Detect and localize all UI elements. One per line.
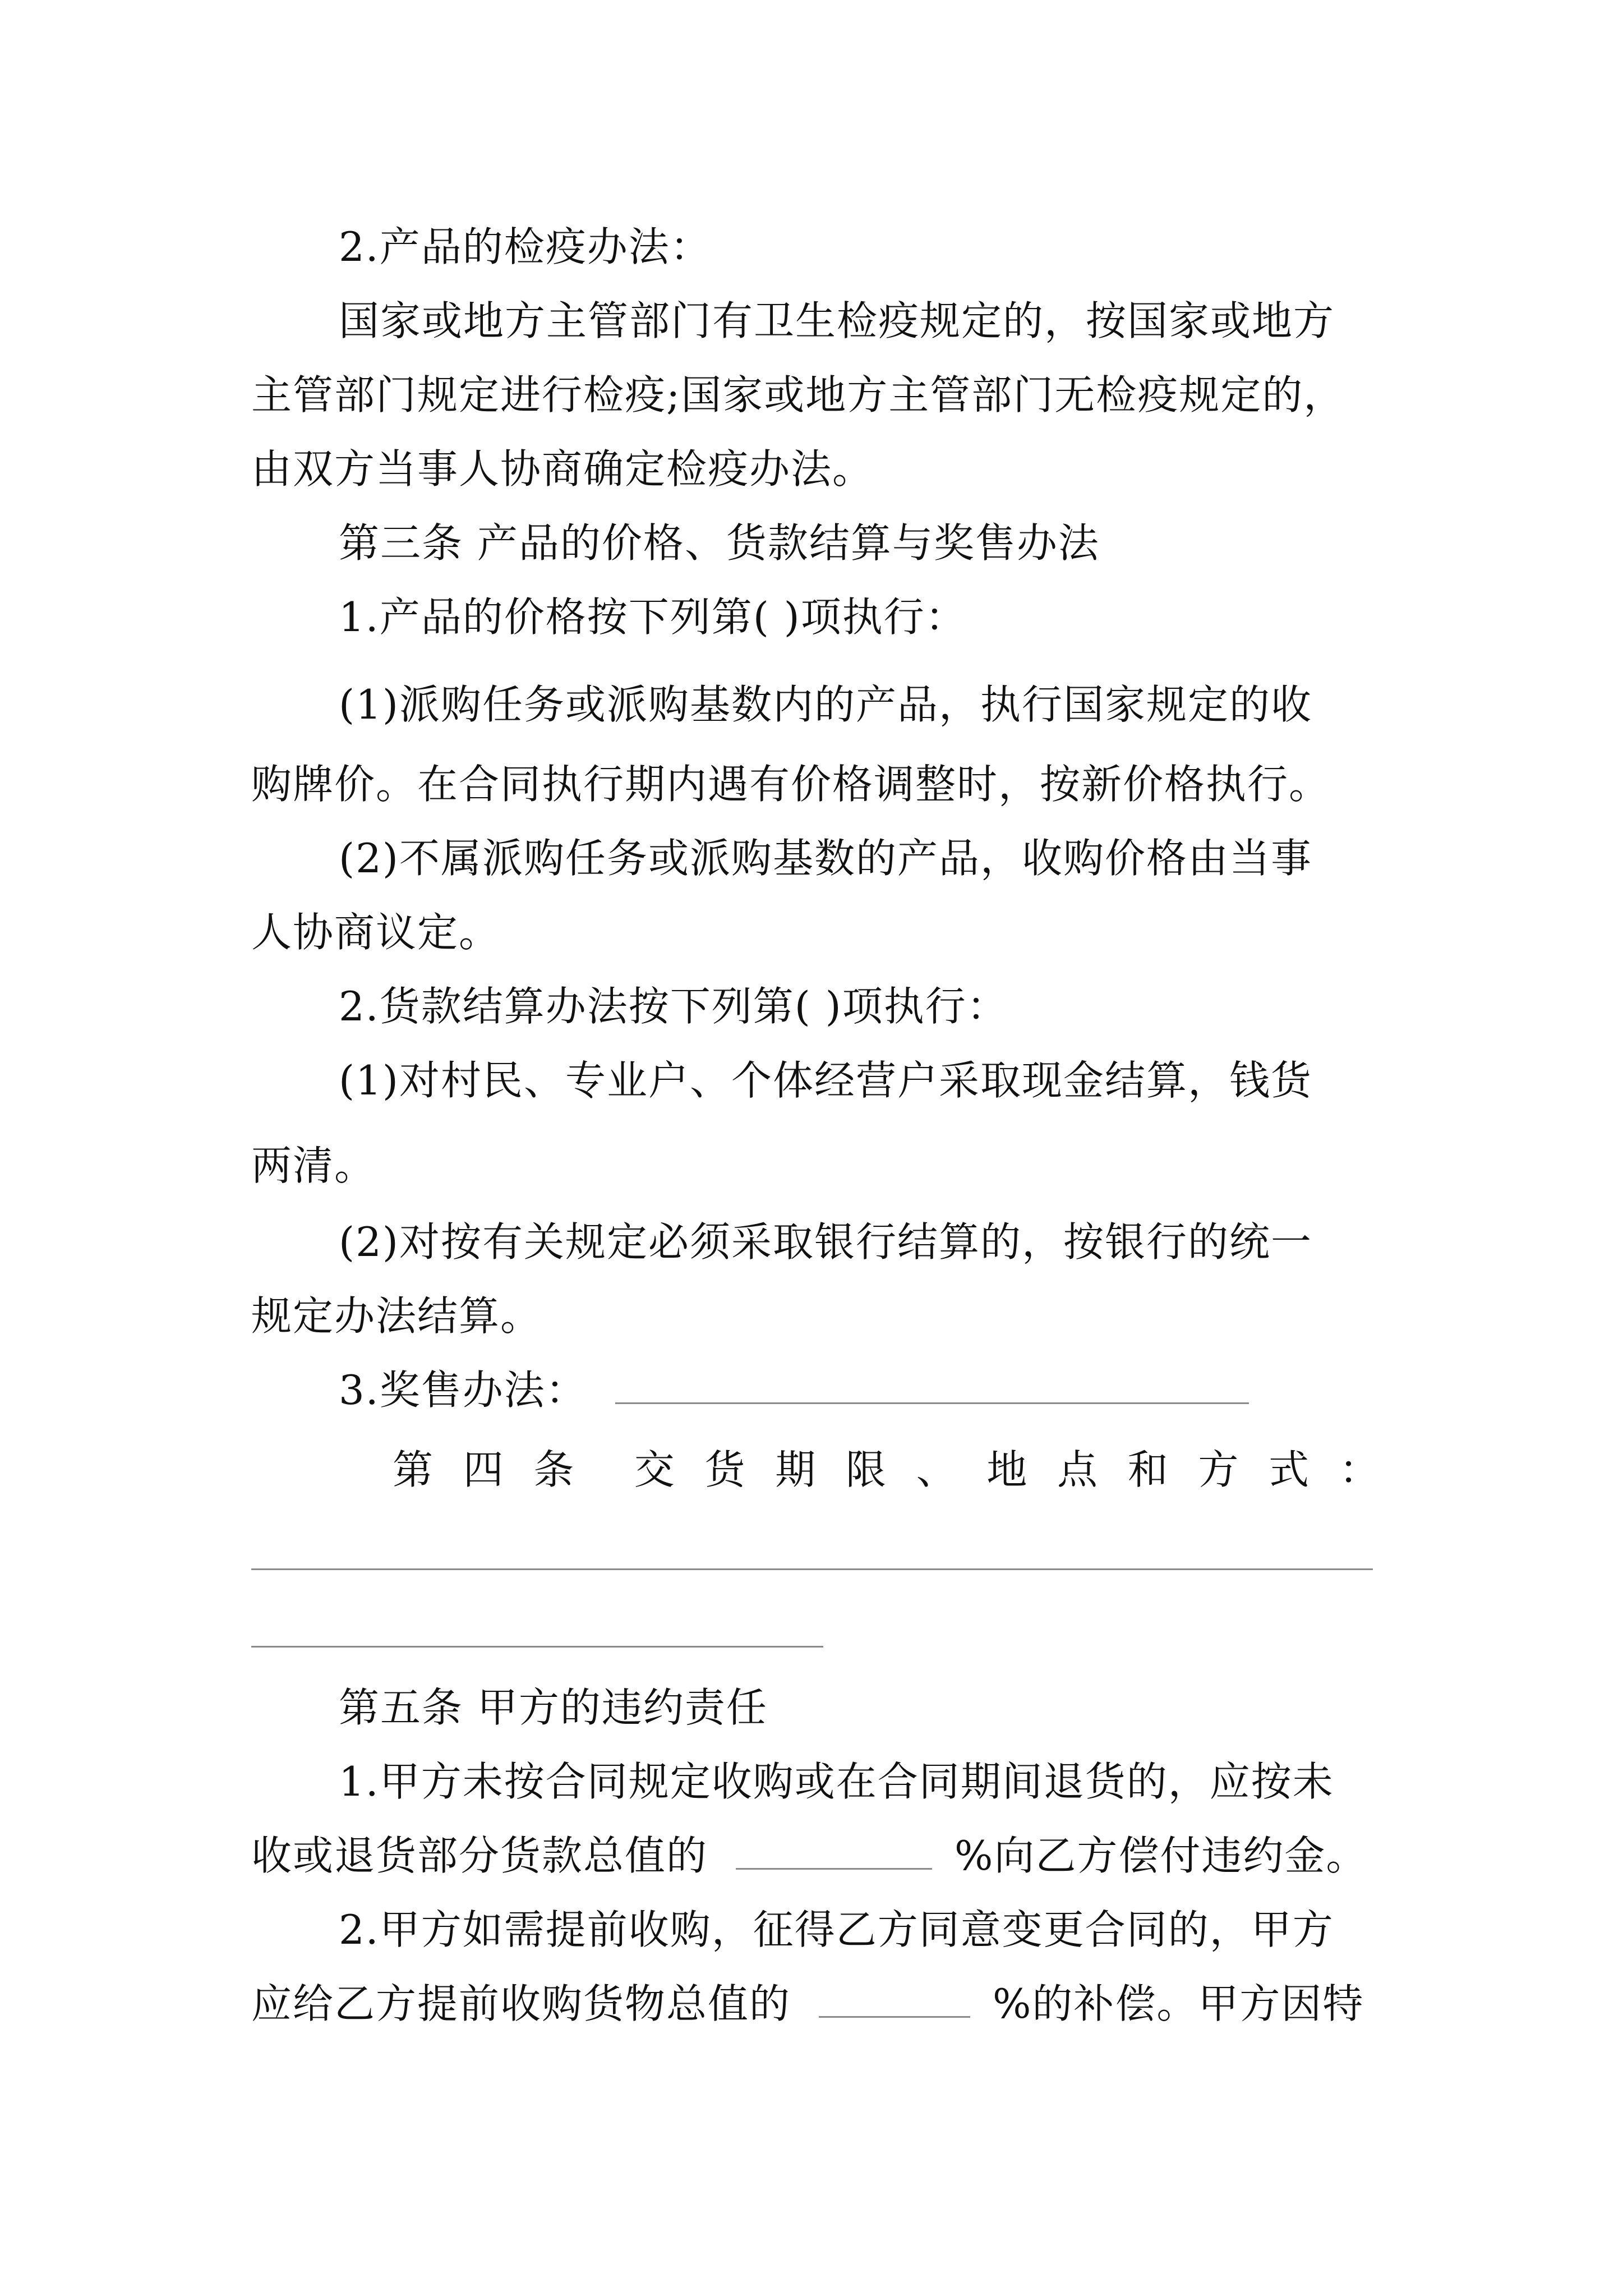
fill-in-blank[interactable] bbox=[736, 1832, 932, 1870]
clause-line: 购牌价。在合同执行期内遇有价格调整时，按新价格执行。 bbox=[251, 761, 1331, 808]
clause-line: (2)对按有关规定必须采取银行结算的，按银行的统一 bbox=[339, 1218, 1312, 1266]
heading-char: ： bbox=[1339, 1446, 1380, 1493]
clause-text: %的补偿。甲方因特 bbox=[993, 1980, 1364, 2027]
clause-line: 规定办法结算。 bbox=[251, 1292, 542, 1340]
clause-line: 国家或地方主管部门有卫生检疫规定的，按国家或地方 bbox=[339, 297, 1335, 344]
clause-line: 2.甲方如需提前收购，征得乙方同意变更合同的，甲方 bbox=[339, 1906, 1334, 1953]
clause-line: (2)不属派购任务或派购基数的产品，收购价格由当事 bbox=[339, 835, 1312, 882]
clause-text: %向乙方偿付违约金。 bbox=[955, 1832, 1368, 1879]
clause-text: 3.奖售办法： bbox=[339, 1366, 587, 1414]
clause-line: 两清。 bbox=[251, 1142, 376, 1189]
clause-text: 应给乙方提前收购货物总值的 bbox=[251, 1980, 791, 2027]
fill-in-blank[interactable] bbox=[819, 1980, 970, 2018]
heading-char: 交 bbox=[634, 1446, 675, 1493]
clause-line: (1)派购任务或派购基数内的产品，执行国家规定的收 bbox=[339, 681, 1312, 728]
clause-line: 人协商议定。 bbox=[251, 909, 501, 956]
clause-line: 1.产品的价格按下列第( )项执行： bbox=[339, 593, 967, 641]
clause-line: 主管部门规定进行检疫;国家或地方主管部门无检疫规定的， bbox=[251, 371, 1345, 418]
heading-char: 和 bbox=[1127, 1446, 1168, 1493]
heading-char: 点 bbox=[1057, 1446, 1098, 1493]
clause-line bbox=[251, 1976, 1407, 2032]
clause-line: 2.产品的检疫办法： bbox=[339, 223, 712, 270]
heading-char: 限 bbox=[845, 1446, 886, 1493]
clause-line: (1)对村民、专业户、个体经营户采取现金结算，钱货 bbox=[339, 1057, 1312, 1104]
heading-char: 、 bbox=[916, 1446, 957, 1493]
clause-line: 1.甲方未按合同规定收购或在合同期间退货的，应按未 bbox=[339, 1758, 1334, 1805]
heading-char: 四 bbox=[463, 1446, 504, 1493]
clause-line: 由双方当事人协商确定检疫办法。 bbox=[251, 445, 874, 493]
clause-line bbox=[251, 1828, 1407, 1884]
article-heading-spaced bbox=[393, 1442, 1380, 1498]
fill-in-line[interactable] bbox=[251, 1568, 1373, 1570]
article-heading: 第三条 产品的价格、货款结算与奖售办法 bbox=[339, 519, 1100, 567]
clause-line bbox=[339, 1362, 1407, 1418]
clause-text: 收或退货部分货款总值的 bbox=[251, 1832, 708, 1879]
clause-line: 2.货款结算办法按下列第( )项执行： bbox=[339, 983, 1008, 1030]
heading-char: 式 bbox=[1269, 1446, 1310, 1493]
heading-char: 第 bbox=[393, 1446, 434, 1493]
fill-in-blank[interactable] bbox=[615, 1366, 1249, 1404]
heading-char: 期 bbox=[775, 1446, 816, 1493]
heading-char: 货 bbox=[704, 1446, 745, 1493]
fill-in-line[interactable] bbox=[251, 1646, 823, 1648]
heading-char: 方 bbox=[1198, 1446, 1239, 1493]
article-heading: 第五条 甲方的违约责任 bbox=[339, 1684, 768, 1731]
heading-char: 地 bbox=[986, 1446, 1027, 1493]
heading-char: 条 bbox=[533, 1446, 574, 1493]
